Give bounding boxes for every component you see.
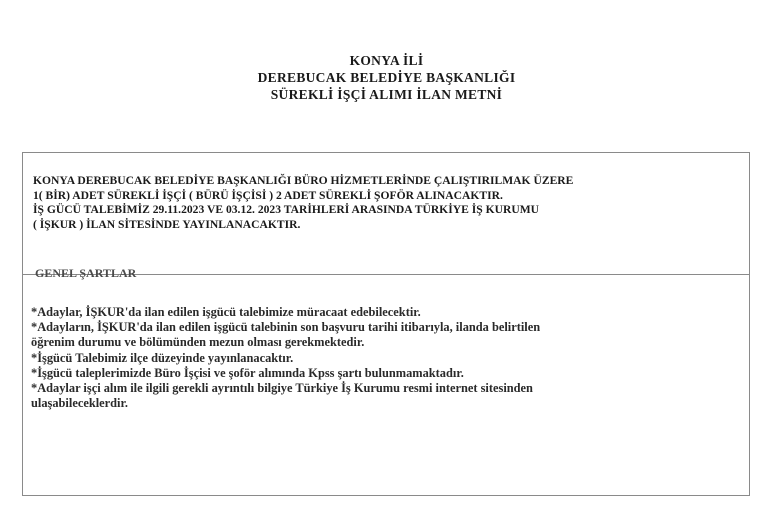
condition-item: *İşgücü taleplerimizde Büro İşçisi ve şoför alımında Kpss şartı bulunmamaktadır. — [31, 365, 464, 380]
conditions-list — [31, 305, 743, 411]
intro-line: İŞ GÜCÜ TALEBİMİZ 29.11.2023 VE 03.12. 2023 TARİHLERİ ARASINDA TÜRKİYE İŞ KURUMU — [33, 203, 540, 216]
intro-line: KONYA DEREBUCAK BELEDİYE BAŞKANLIĞI BÜRO HİZMETLERİNDE ÇALIŞTIRILMAK ÜZERE — [33, 174, 574, 187]
header-announcement-title: SÜREKLİ İŞÇİ ALIMI İLAN METNİ — [270, 87, 503, 102]
condition-item: *İşgücü Talebimiz ilçe düzeyinde yayınlanacaktır. — [31, 350, 294, 365]
condition-item-continued: öğrenim durumu ve bölümünden mezun olması gerekmektedir. — [31, 335, 365, 350]
intro-text — [33, 174, 748, 232]
intro-line: ( İŞKUR ) İLAN SİTESİNDE YAYINLANACAKTIR. — [33, 217, 301, 231]
section-title: GENEL ŞARTLAR — [35, 266, 137, 280]
header-municipality: DEREBUCAK BELEDİYE BAŞKANLIĞI — [257, 70, 516, 85]
condition-item: *Adaylar işçi alım ile ilgili gerekli ayrıntılı bilgiye Türkiye İş Kurumu resmi internet sitesinden — [31, 381, 533, 396]
condition-item: *Adaylar, İŞKUR'da ilan edilen işgücü talebimize müracaat edebilecektir. — [31, 305, 421, 319]
header-province: KONYA İLİ — [349, 53, 424, 68]
intro-line: 1( BİR) ADET SÜREKLİ İŞÇİ ( BÜRÜ İŞÇİSİ ) 2 ADET SÜREKLİ ŞOFÖR ALINACAKTIR. — [33, 188, 503, 202]
document-header — [0, 52, 773, 103]
announcement-box — [22, 152, 750, 496]
condition-item: *Adayların, İŞKUR'da ilan edilen işgücü talebinin son başvuru tarihi itibarıyla, ilanda belirtilen — [31, 320, 541, 335]
condition-item-continued: ulaşabileceklerdir. — [31, 396, 128, 411]
